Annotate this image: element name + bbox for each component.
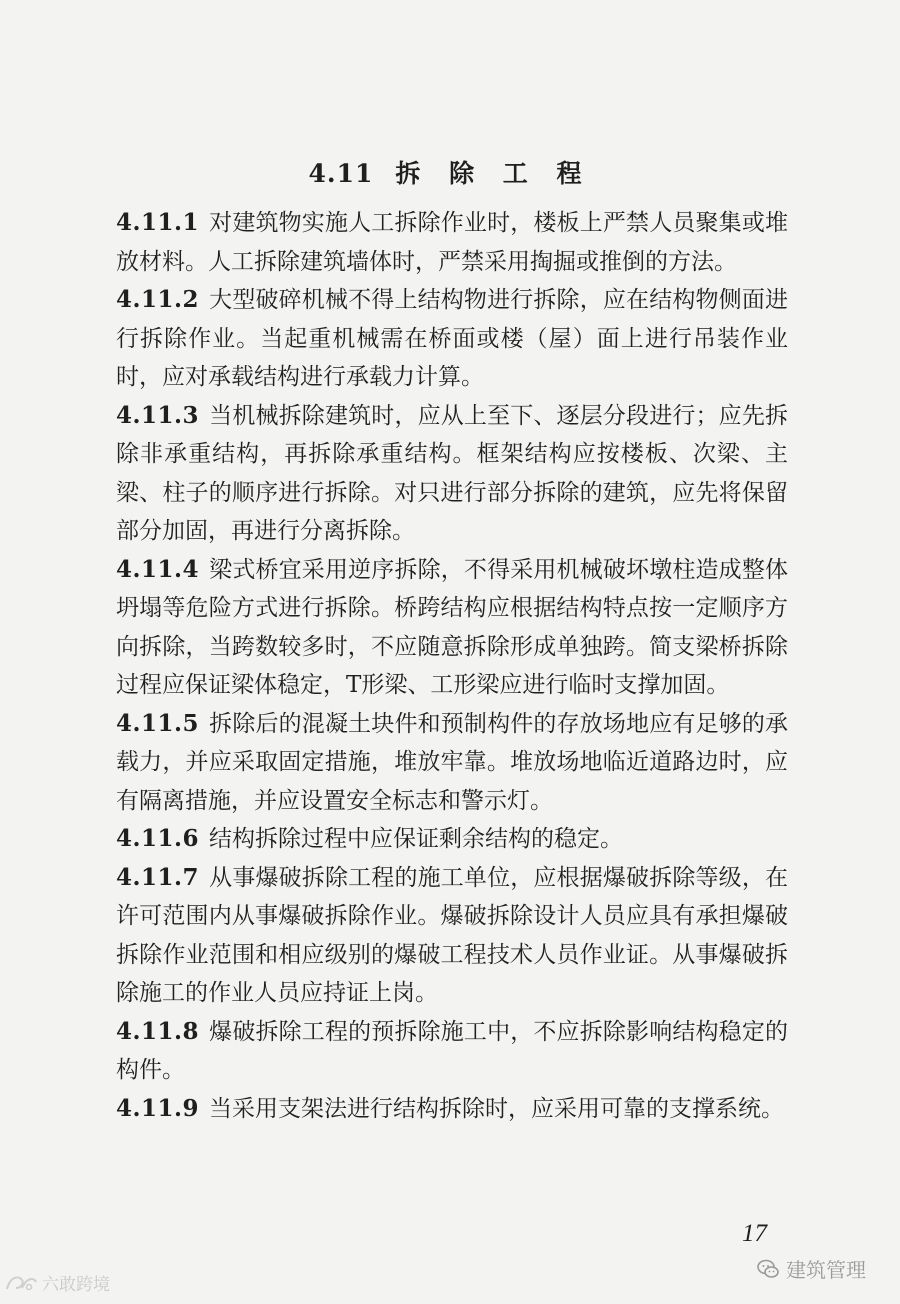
clause-text: 大型破碎机械不得上结构物进行拆除，应在结构物侧面进行拆除作业。当起重机械需在桥面或楼（屋）面上进行吊装作业时，应对承载结构进行承载力计算。: [116, 287, 788, 390]
clause-number: 4.11.2: [116, 286, 200, 313]
clause-list: [116, 204, 788, 1128]
clause-4-11-5: [116, 705, 788, 821]
watermark-right-text: 建筑管理: [786, 1258, 866, 1282]
clause-text: 当机械拆除建筑时，应从上至下、逐层分段进行；应先拆除非承重结构，再拆除承重结构。框架结构应按楼板、次梁、主梁、柱子的顺序进行拆除。对只进行部分拆除的建筑，应先将保留部分加固，再进行分离拆除。: [116, 402, 788, 544]
wechat-icon: [756, 1257, 780, 1281]
clause-number: 4.11.3: [116, 401, 200, 429]
page-number: 17: [742, 1220, 767, 1247]
clause-number: 4.11.7: [116, 863, 200, 891]
section-title: [0, 154, 900, 190]
clause-4-11-1: [116, 204, 788, 281]
clause-4-11-3: [116, 397, 788, 551]
clause-number: 4.11.9: [116, 1094, 200, 1122]
clause-4-11-7: [116, 859, 788, 1013]
clause-number: 4.11.4: [116, 555, 200, 583]
clause-text: 拆除后的混凝土块件和预制构件的存放场地应有足够的承载力，并应采取固定措施，堆放牢靠。堆放场地临近道路边时，应有隔离措施，并应设置安全标志和警示灯。: [116, 710, 788, 814]
section-heading: 拆 除 工 程: [395, 159, 592, 188]
clause-text: 结构拆除过程中应保证剩余结构的稳定。: [209, 826, 623, 852]
clause-number: 4.11.1: [116, 209, 200, 236]
clause-text: 爆破拆除工程的预拆除施工中，不应拆除影响结构稳定的构件。: [116, 1018, 788, 1083]
clause-text: 当采用支架法进行结构拆除时，应采用可靠的支撑系统。: [209, 1095, 784, 1122]
watermark-left: [4, 1270, 110, 1295]
clause-4-11-2: [116, 281, 788, 397]
clause-4-11-6: [116, 820, 788, 859]
clause-4-11-9: [116, 1090, 788, 1129]
clause-text: 对建筑物实施人工拆除作业时，楼板上严禁人员聚集或堆放材料。人工拆除建筑墙体时，严禁采用掏掘或推倒的方法。: [116, 210, 788, 275]
clause-number: 4.11.5: [116, 709, 200, 737]
clause-text: 梁式桥宜采用逆序拆除，不得采用机械破坏墩柱造成整体坍塌等危险方式进行拆除。桥跨结构应根据结构特点按一定顺序方向拆除，当跨数较多时，不应随意拆除形成单独跨。简支梁桥拆除过程应保证梁体稳定，T形梁、工形梁应进行临时支撑加固。: [116, 556, 788, 698]
clause-4-11-8: [116, 1013, 788, 1090]
clause-number: 4.11.8: [116, 1017, 200, 1045]
section-number: 4.11: [308, 159, 374, 188]
clause-text: 从事爆破拆除工程的施工单位，应根据爆破拆除等级，在许可范围内从事爆破拆除作业。爆破拆除设计人员应具有承担爆破拆除作业范围和相应级别的爆破工程技术人员作业证。从事爆破拆除施工的作业人员应持证上岗。: [116, 864, 788, 1006]
watermark-left-text: 六敢跨境: [42, 1275, 110, 1295]
clause-number: 4.11.6: [116, 825, 200, 852]
clause-4-11-4: [116, 551, 788, 705]
logo-icon: [4, 1272, 38, 1294]
watermark-right: [756, 1254, 866, 1283]
